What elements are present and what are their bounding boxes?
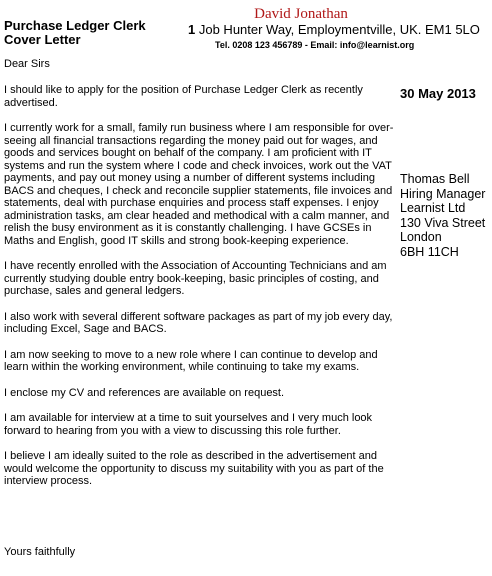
body-paragraph-2: I currently work for a small, family run business where I am responsible for over-seeing all financial transactions regarding the money paid out for wages, and goods and services bought on behalf of the company. I am proficient with IT systems and run the system where I code and check invoices, work out the VAT payments, and pay out money using a number of different systems including BACS and cheques, I check and reconcile supplier statements, file invoices and statements, deal with purchase enquiries and process staff expenses. I enjoy administration tasks, am clear headed and methodical with a calm manner, and relish the busy environment as it is constantly challenging. I have GCSEs in Maths and English, good IT skills and strong book-keeping experience. [4,122,394,247]
recipient-street: 130 Viva Street [400,215,486,230]
body-paragraph-7: I am available for interview at a time to suit yourselves and I very much look forward to hearing from you with a view to discussing this role further. [4,412,373,437]
sender-address [188,22,480,38]
letter-date: 30 May 2013 [400,86,476,101]
body-paragraph-5: I am now seeking to move to a new role where I can continue to develop and learn within the working environment, while continuing to take my exams. [4,348,378,373]
body-paragraph-4: I also work with several different software packages as part of my job every day, including Excel, Sage and BACS. [4,310,393,335]
recipient-position: Hiring Manager [400,186,486,201]
body-paragraph-6: I enclose my CV and references are available on request. [4,386,285,399]
recipient-company: Learnist Ltd [400,201,466,215]
letter-body [4,84,396,501]
body-paragraph-3: I have recently enrolled with the Association of Accounting Technicians and am currently studying double entry book-keeping, basic principles of costing, and purchase, sales and general ledgers. [4,260,387,297]
sender-name: David Jonathan [254,6,348,22]
sender-contact: Tel. 0208 123 456789 - Email: info@learnist.org [215,40,415,50]
sender-address-number: 1 [188,22,196,37]
sender-address-line: Job Hunter Way, Employmentville, UK. EM1 5LO [198,22,480,37]
body-paragraph-1: I should like to apply for the position of Purchase Ledger Clerk as recently advertised. [4,84,363,109]
document-title: Purchase Ledger Clerk Cover Letter [4,18,146,47]
salutation: Dear Sirs [4,58,50,70]
body-paragraph-8: I believe I am ideally suited to the role as described in the advertisement and would welcome the opportunity to discuss my suitability with you as part of the interview process. [4,450,384,487]
recipient-name: Thomas Bell [400,172,470,186]
signoff: Yours faithfully [4,546,76,558]
recipient-city: London [400,230,442,244]
recipient-postcode: 6BH 11CH [400,244,459,259]
recipient-address-block [400,172,485,259]
